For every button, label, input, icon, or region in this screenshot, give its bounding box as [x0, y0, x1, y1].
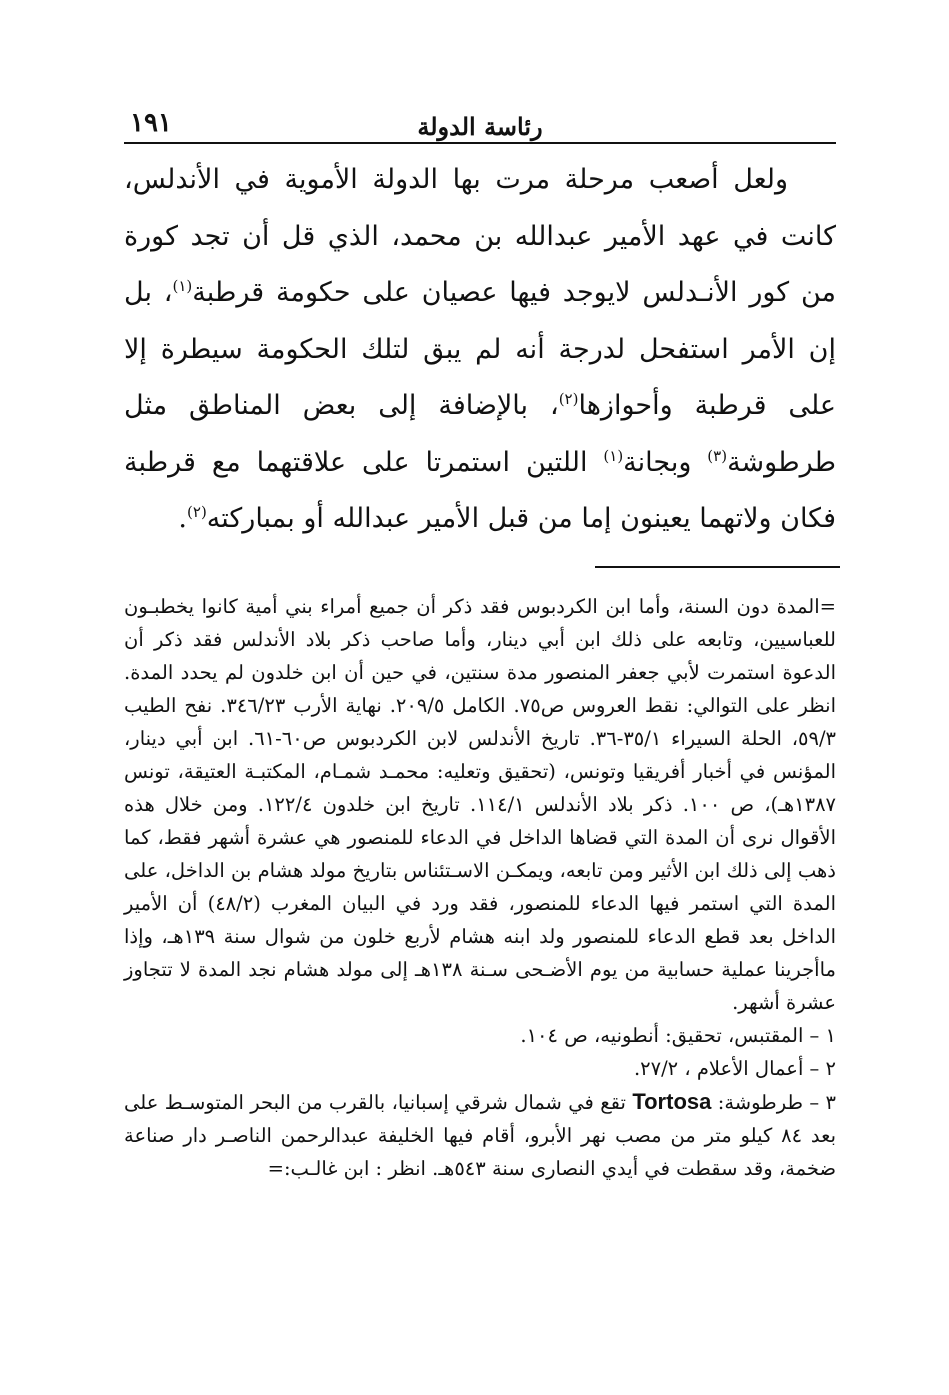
footnotes	[124, 590, 836, 1185]
footnote-ref: (٣)	[707, 446, 728, 465]
footnote-ref: (١)	[172, 277, 193, 295]
footnote-continuation: =المدة دون السنة، وأما ابن الكردبوس فقد ذكر أن جميع أمراء بني أمية كانوا يخطبـون للعباسيين، وتابعه على ذلك ابن أبي دينار، وأما صاحب ذكر بلاد الأندلس فقد ذكر أن الدعوة استمرت لأبي جعفر المنصور مدة سنتين، في حين أن ابن خلدون لم يحدد المدة. انظر على التوالي: نقط العروس ص٧٥. الكامل ٢٠٩/٥. نهاية الأرب ٣٤٦/٢٣. نفح الطيب ٥٩/٣، الحلة السيراء ٣٥/١-٣٦. تاريخ الأندلس لابن الكردبوس ص٦٠-٦١. ابن أبي دينار، المؤنس في أخبار أفريقيا وتونس، (تحقيق وتعليه: محمـد شمـام، المكتبـة العتيقة، تونس ١٣٨٧هـ)، ص ١٠٠. ذكر بلاد الأندلس ١١٤/١. تاريخ ابن خلدون ١٢٢/٤. ومن خلال هذه الأقوال نرى أن المدة التي قضاها الداخل في الدعاء للمنصور هي عشرة أشهر فقط، كما ذهب إلى ذلك ابن الأثير ومن تابعه، ويمكـن الاسـتئناس بتاريخ مولد هشام بن الداخل، على المدة التي استمر فيها الدعاء للمنصور، فقد ورد في البيان المغرب (٤٨/٢) أن الأمير الداخل بعد قطع الدعاء للمنصور ولد ابنه هشام لأربع خلون من شوال سنة ١٣٩هـ، وإذا ماأجرينا عملية حسابية من يوم الأضـحى سـنة ١٣٨هـ إلى مولد هشام نجد المدة لا تتجاوز عشرة أشهر.	[124, 595, 837, 1014]
footnote-3-label: ٣ – طرطوشة:	[711, 1091, 836, 1114]
text-segment: ، بل إن الأمر استفحل لدرجة أنه لم يبق لتلك الحكومة سيطرة إلا على قرطبة وأحوازها	[124, 277, 836, 421]
footnote-ref: (١)	[603, 446, 624, 465]
text-segment: ، بالإضافة إلى بعض المناطق مثل طرطوشة	[124, 390, 837, 478]
main-text	[124, 152, 836, 548]
footnote-separator	[595, 566, 840, 568]
footnote-2: ٢ – أعمال الأعلام ، ٢٧/٢.	[633, 1057, 836, 1080]
running-title: رئاسة الدولة	[417, 112, 543, 141]
footnote-ref: (٢)	[187, 503, 207, 521]
text-segment: اللتين استمرتا على علاقتهما مع قرطبة فكان ولاتهما يعينون إما من قبل الأمير عبدالله أو بمباركته	[124, 446, 836, 534]
footnote-1: ١ – المقتبس، تحقيق: أنطونيه، ص ١٠٤.	[520, 1024, 836, 1047]
footnote-ref: (٢)	[558, 390, 579, 408]
footnote-3-text: تقع في شمال شرقي إسبانيا، بالقرب من البحر المتوسـط على بعد ٨٤ كيلو متر من مصب نهر الأبرو، أقام فيها الخليفة عبدالرحمن الناصـر دار صناعة ضخمة، وقد سقطت في أيدي النصارى سنة ٥٤٣هـ. انظر : ابن غالـب:=	[124, 1091, 836, 1180]
page-number: ١٩١	[130, 108, 172, 138]
text-segment: وبجانة	[623, 446, 708, 478]
body-paragraph	[124, 152, 836, 548]
header-rule	[124, 142, 836, 144]
footnote-3	[124, 1085, 836, 1185]
text-segment: .	[178, 503, 188, 534]
text-segment: ولعل أصعب مرحلة مرت بها الدولة الأموية في الأندلس، كانت في عهد الأمير عبدالله بن محمد، الذي قل أن تجد كورة من كور الأنـدلس لايوجد فيها عصيان على حكومة قرطبة	[124, 164, 836, 308]
footnote-3-latin-term: Tortosa	[632, 1089, 712, 1114]
